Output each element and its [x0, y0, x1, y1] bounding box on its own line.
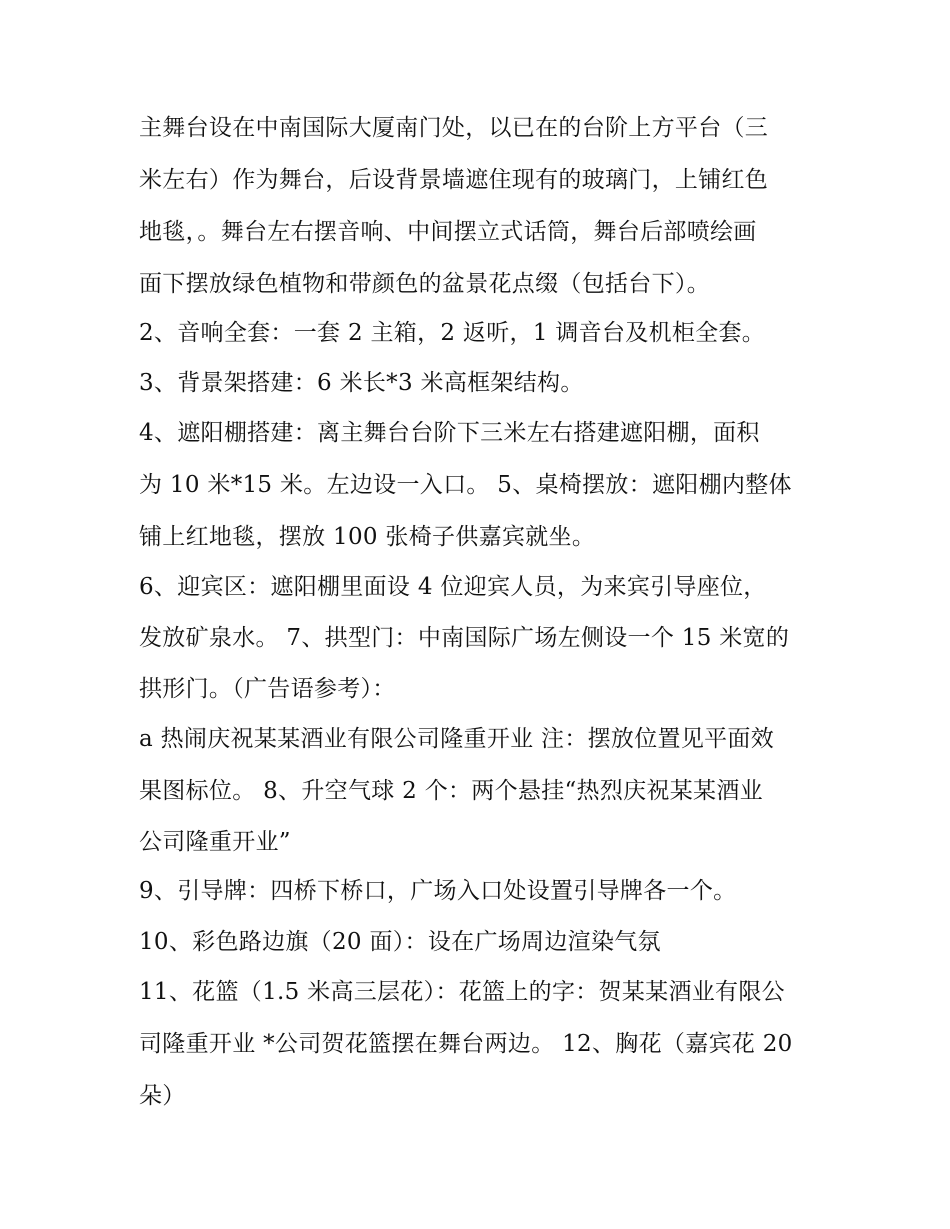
text-line: 果图标位。 8、升空气球 2 个：两个悬挂“热烈庆祝某某酒业: [139, 778, 763, 804]
text-line: 6、迎宾区：遮阳棚里面设 4 位迎宾人员，为来宾引导座位，: [139, 574, 767, 600]
text-line: a 热闹庆祝某某酒业有限公司隆重开业 注：摆放位置见平面效: [139, 726, 775, 752]
text-line: 9、引导牌：四桥下桥口，广场入口处设置引导牌各一个。: [139, 878, 737, 904]
text-line: 11、花篮（1.5 米高三层花）：花篮上的字：贺某某酒业有限公: [139, 979, 785, 1005]
text-line: 铺上红地毯，摆放 100 张椅子供嘉宾就坐。: [139, 524, 596, 550]
text-line: 米左右）作为舞台，后设背景墙遮住现有的玻璃门，上铺红色: [139, 167, 769, 193]
text-line: 发放矿泉水。 7、拱型门：中南国际广场左侧设一个 15 米宽的: [139, 625, 790, 651]
text-line: 为 10 米*15 米。左边设一入口。 5、桌椅摆放：遮阳棚内整体: [139, 472, 792, 498]
text-line: 3、背景架搭建：6 米长*3 米高框架结构。: [139, 370, 584, 396]
text-line: 司隆重开业 *公司贺花篮摆在舞台两边。 12、胸花（嘉宾花 20: [139, 1031, 793, 1057]
text-line: 拱形门。（广告语参考）：: [139, 676, 396, 702]
text-line: 主舞台设在中南国际大厦南门处，以已在的台阶上方平台（三: [139, 115, 769, 141]
text-line: 2、音响全套：一套 2 主箱，2 返听，1 调音台及机柜全套。: [139, 320, 766, 346]
text-line: 地毯，。舞台左右摆音响、中间摆立式话筒，舞台后部喷绘画: [139, 219, 757, 245]
text-line: 面下摆放绿色植物和带颜色的盆景花点缀（包括台下）。: [139, 271, 710, 297]
text-line: 10、彩色路边旗（20 面）：设在广场周边渲染气氛: [139, 929, 661, 955]
text-line: 4、遮阳棚搭建：离主舞台台阶下三米左右搭建遮阳棚，面积: [139, 420, 760, 446]
text-line: 公司隆重开业”: [139, 829, 291, 855]
text-line: 朵）: [139, 1083, 186, 1109]
